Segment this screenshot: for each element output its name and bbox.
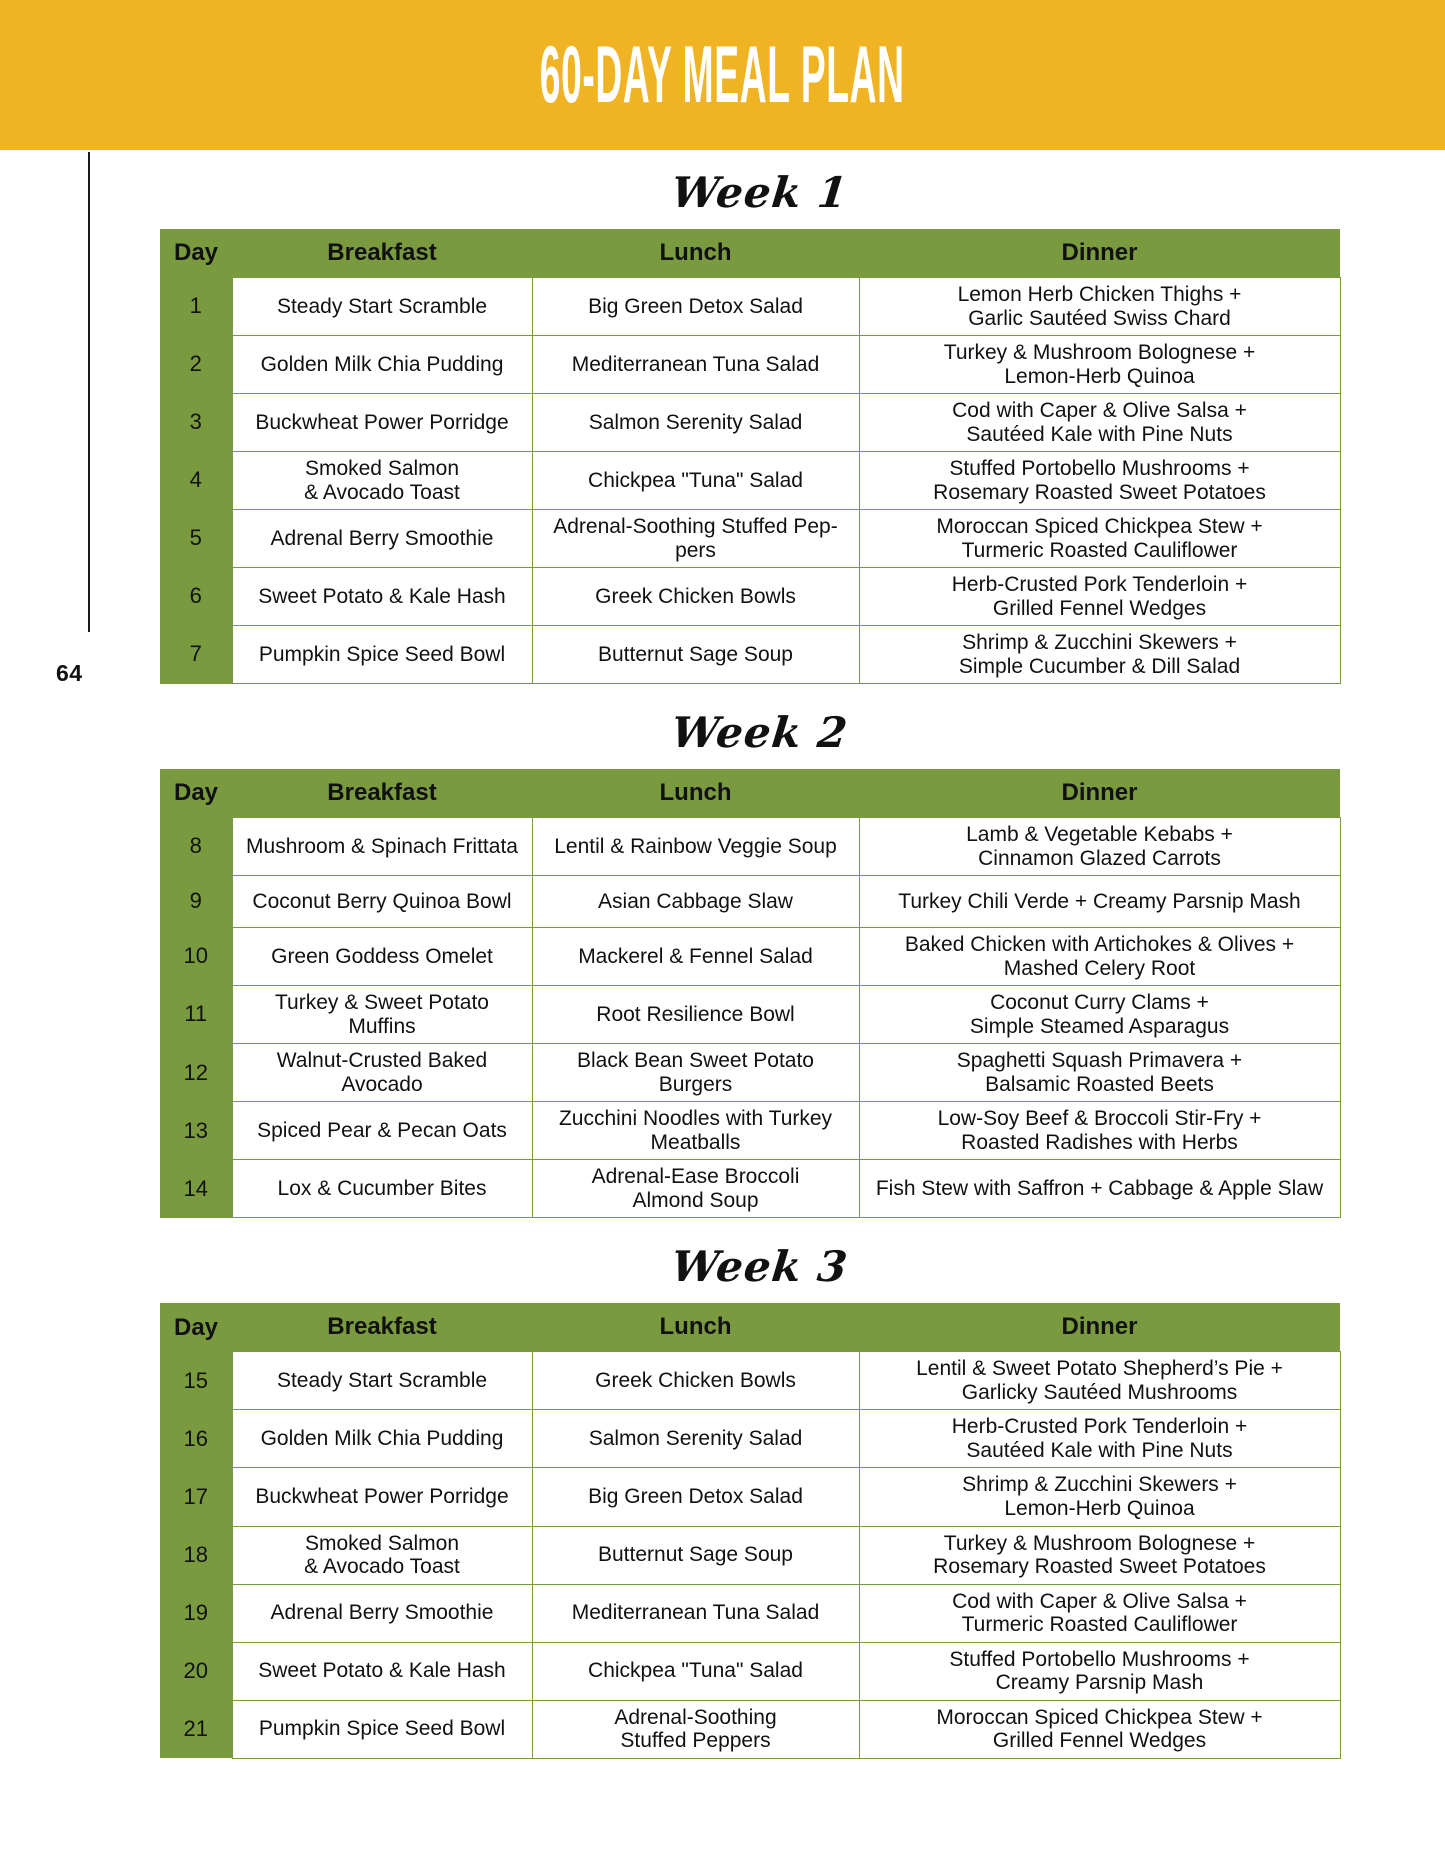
cell-line: Herb-Crusted Pork Tenderloin +: [951, 1415, 1248, 1439]
cell-line: Cod with Caper & Olive Salsa +: [952, 399, 1247, 423]
cell-line: Sweet Potato & Kale Hash: [258, 1659, 506, 1683]
lunch-cell: [532, 876, 859, 928]
day-number-cell: [160, 1410, 232, 1468]
breakfast-cell: [232, 1352, 532, 1410]
cell-line: Steady Start Scramble: [276, 294, 488, 318]
cell-line: Stuffed Peppers: [620, 1729, 771, 1753]
breakfast-cell: [232, 278, 532, 336]
lunch-cell: [532, 394, 859, 452]
day-number-cell: [160, 568, 232, 626]
cell-line: Turmeric Roasted Cauliflower: [961, 1613, 1238, 1637]
breakfast-cell: [232, 1410, 532, 1468]
cell-line: 2: [189, 351, 202, 377]
cell-line: Mediterranean Tuna Salad: [571, 1601, 820, 1625]
cell-line: Lentil & Sweet Potato Shepherd’s Pie +: [916, 1357, 1283, 1381]
breakfast-cell: [232, 1468, 532, 1526]
breakfast-cell: [232, 626, 532, 684]
cell-line: Grilled Fennel Wedges: [992, 596, 1207, 620]
day-number-cell: [160, 1044, 232, 1102]
meal-plan-content: [160, 152, 1360, 1767]
table-row: [160, 1352, 1340, 1410]
table-row: [160, 1584, 1340, 1642]
cell-line: Adrenal Berry Smoothie: [270, 1601, 494, 1625]
lunch-cell: [532, 510, 859, 568]
column-header-dinner: Dinner: [859, 769, 1340, 818]
lunch-cell: [532, 336, 859, 394]
cell-line: Chickpea "Tuna" Salad: [588, 1659, 803, 1683]
table-row: [160, 626, 1340, 684]
cell-line: Coconut Berry Quinoa Bowl: [252, 889, 512, 913]
cell-line: Roasted Radishes with Herbs: [961, 1130, 1238, 1154]
column-header-day: Day: [160, 229, 232, 278]
day-number-cell: [160, 1642, 232, 1700]
cell-line: Chickpea "Tuna" Salad: [588, 468, 803, 492]
column-header-dinner: Dinner: [859, 1303, 1340, 1352]
cell-line: & Avocado Toast: [304, 1555, 460, 1579]
cell-line: 4: [189, 467, 202, 493]
cell-line: Shrimp & Zucchini Skewers +: [962, 1473, 1237, 1497]
dinner-cell: [859, 1410, 1340, 1468]
cell-line: Garlicky Sautéed Mushrooms: [961, 1380, 1238, 1404]
cell-line: 5: [189, 525, 202, 551]
column-header-lunch: Lunch: [532, 1303, 859, 1352]
cell-line: Lemon-Herb Quinoa: [1004, 364, 1195, 388]
cell-line: Low-Soy Beef & Broccoli Stir-Fry +: [937, 1107, 1262, 1131]
table-row: [160, 1700, 1340, 1758]
day-number-cell: [160, 1584, 232, 1642]
dinner-cell: [859, 1352, 1340, 1410]
table-row: [160, 1160, 1340, 1218]
cell-line: Stuffed Portobello Mushrooms +: [949, 1647, 1250, 1671]
table-row: [160, 394, 1340, 452]
cell-line: Rosemary Roasted Sweet Potatoes: [933, 480, 1266, 504]
cell-line: Baked Chicken with Artichokes & Olives +: [904, 933, 1295, 957]
cell-line: Lemon-Herb Quinoa: [1004, 1496, 1195, 1520]
dinner-cell: [859, 510, 1340, 568]
breakfast-cell: [232, 928, 532, 986]
dinner-cell: [859, 1468, 1340, 1526]
breakfast-cell: [232, 986, 532, 1044]
cell-line: 18: [183, 1541, 208, 1567]
cell-line: Muffins: [348, 1014, 416, 1038]
cell-line: Rosemary Roasted Sweet Potatoes: [933, 1555, 1266, 1579]
meal-plan-table: [160, 229, 1341, 684]
day-number-cell: [160, 394, 232, 452]
lunch-cell: [532, 626, 859, 684]
table-row: [160, 336, 1340, 394]
table-row: [160, 876, 1340, 928]
table-row: [160, 818, 1340, 876]
week-block: [160, 1226, 1360, 1758]
breakfast-cell: [232, 1160, 532, 1218]
cell-line: Fish Stew with Saffron + Cabbage & Apple Slaw: [875, 1177, 1324, 1201]
cell-line: Mackerel & Fennel Salad: [578, 945, 813, 968]
column-header-lunch: Lunch: [532, 229, 859, 278]
day-number-cell: [160, 928, 232, 986]
table-row: [160, 1044, 1340, 1102]
cell-line: Smoked Salmon: [304, 1531, 460, 1555]
column-header-breakfast: Breakfast: [232, 769, 532, 818]
cell-line: Mashed Celery Root: [1003, 956, 1196, 980]
breakfast-cell: [232, 568, 532, 626]
dinner-cell: [859, 818, 1340, 876]
lunch-cell: [532, 1410, 859, 1468]
cell-line: Adrenal-Soothing Stuffed Pep-: [553, 515, 838, 539]
cell-line: 10: [183, 943, 208, 969]
cell-line: 8: [189, 833, 202, 859]
column-header-lunch: Lunch: [532, 769, 859, 818]
day-number-cell: [160, 336, 232, 394]
page-number: 64: [56, 660, 83, 686]
day-number-cell: [160, 1526, 232, 1584]
table-row: [160, 568, 1340, 626]
breakfast-cell: [232, 510, 532, 568]
table-row: [160, 1642, 1340, 1700]
dinner-cell: [859, 1102, 1340, 1160]
table-row: [160, 1410, 1340, 1468]
cell-line: Avocado: [341, 1072, 423, 1096]
cell-line: 14: [183, 1175, 208, 1201]
cell-line: 3: [189, 409, 202, 435]
cell-line: 21: [183, 1715, 208, 1741]
cell-line: Walnut-Crusted Baked: [276, 1049, 488, 1073]
cell-line: Stuffed Portobello Mushrooms +: [949, 457, 1250, 481]
cell-line: Greek Chicken Bowls: [595, 584, 796, 608]
cell-line: Simple Steamed Asparagus: [969, 1014, 1230, 1038]
cell-line: Turkey & Mushroom Bolognese +: [943, 1531, 1256, 1555]
cell-line: Pumpkin Spice Seed Bowl: [258, 642, 506, 666]
cell-line: Adrenal-Soothing: [614, 1705, 777, 1729]
weeks-container: [160, 152, 1360, 1759]
cell-line: Root Resilience Bowl: [596, 1003, 795, 1027]
cell-line: Mediterranean Tuna Salad: [571, 352, 820, 376]
breakfast-cell: [232, 1700, 532, 1758]
cell-line: 6: [189, 583, 202, 609]
cell-line: Buckwheat Power Porridge: [255, 410, 509, 434]
cell-line: Asian Cabbage Slaw: [598, 889, 793, 913]
day-number-cell: [160, 1352, 232, 1410]
day-number-cell: [160, 986, 232, 1044]
lunch-cell: [532, 1584, 859, 1642]
cell-line: Mushroom & Spinach Frittata: [246, 834, 518, 858]
cell-line: pers: [675, 538, 716, 562]
cell-line: Cinnamon Glazed Carrots: [978, 846, 1221, 870]
meal-plan-table: [160, 769, 1341, 1218]
cell-line: 19: [183, 1599, 208, 1625]
cell-line: Moroccan Spiced Chickpea Stew +: [936, 1705, 1263, 1729]
week-heading: Week 1: [669, 168, 851, 217]
cell-line: 15: [183, 1367, 208, 1393]
cell-line: 11: [184, 1001, 208, 1027]
cell-line: 9: [189, 888, 202, 914]
lunch-cell: [532, 278, 859, 336]
cell-line: Adrenal-Ease Broccoli: [591, 1165, 800, 1189]
dinner-cell: [859, 1044, 1340, 1102]
cell-line: Lentil & Rainbow Veggie Soup: [554, 834, 837, 858]
cell-line: 1: [189, 293, 202, 319]
week-block: [160, 692, 1360, 1218]
table-row: [160, 510, 1340, 568]
cell-line: 12: [183, 1059, 208, 1085]
table-row: [160, 1526, 1340, 1584]
cell-line: Turkey Chili Verde + Creamy Parsnip Mash: [898, 889, 1301, 913]
lunch-cell: [532, 986, 859, 1044]
lunch-cell: [532, 568, 859, 626]
cell-line: Smoked Salmon: [304, 457, 460, 481]
table-header-row: [160, 1303, 1340, 1352]
day-number-cell: [160, 1102, 232, 1160]
cell-line: Spiced Pear & Pecan Oats: [257, 1119, 507, 1143]
day-number-cell: [160, 1160, 232, 1218]
cell-line: 17: [183, 1483, 208, 1509]
cell-line: Almond Soup: [632, 1188, 759, 1212]
lunch-cell: [532, 818, 859, 876]
breakfast-cell: [232, 1102, 532, 1160]
column-header-dinner: Dinner: [859, 229, 1340, 278]
column-header-breakfast: Breakfast: [232, 1303, 532, 1352]
cell-line: Garlic Sautéed Swiss Chard: [968, 306, 1231, 330]
cell-line: Sweet Potato & Kale Hash: [258, 584, 506, 608]
breakfast-cell: [232, 394, 532, 452]
lunch-cell: [532, 928, 859, 986]
dinner-cell: [859, 876, 1340, 928]
dinner-cell: [859, 626, 1340, 684]
table-header-row: [160, 769, 1340, 818]
breakfast-cell: [232, 1584, 532, 1642]
dinner-cell: [859, 1642, 1340, 1700]
breakfast-cell: [232, 452, 532, 510]
cell-line: Cod with Caper & Olive Salsa +: [952, 1589, 1247, 1613]
cell-line: Sautéed Kale with Pine Nuts: [966, 1438, 1233, 1462]
day-number-cell: [160, 876, 232, 928]
cell-line: 16: [183, 1425, 208, 1451]
cell-line: Turkey & Sweet Potato: [275, 991, 489, 1015]
lunch-cell: [532, 1642, 859, 1700]
cell-line: Turkey & Mushroom Bolognese +: [943, 341, 1256, 365]
cell-line: Golden Milk Chia Pudding: [260, 1427, 504, 1451]
lunch-cell: [532, 1468, 859, 1526]
cell-line: Lemon Herb Chicken Thighs +: [957, 283, 1242, 306]
dinner-cell: [859, 1584, 1340, 1642]
page-title: 60-DAY MEAL PLAN: [540, 29, 905, 120]
breakfast-cell: [232, 1044, 532, 1102]
dinner-cell: [859, 1700, 1340, 1758]
table-row: [160, 928, 1340, 986]
cell-line: Moroccan Spiced Chickpea Stew +: [936, 515, 1263, 539]
cell-line: Lox & Cucumber Bites: [277, 1177, 487, 1201]
cell-line: Simple Cucumber & Dill Salad: [958, 654, 1241, 678]
cell-line: Herb-Crusted Pork Tenderloin +: [951, 573, 1248, 597]
cell-line: Pumpkin Spice Seed Bowl: [258, 1717, 506, 1741]
cell-line: Shrimp & Zucchini Skewers +: [962, 631, 1237, 655]
dinner-cell: [859, 1526, 1340, 1584]
cell-line: Butternut Sage Soup: [598, 642, 793, 666]
table-row: [160, 986, 1340, 1044]
lunch-cell: [532, 1160, 859, 1218]
cell-line: 7: [189, 641, 202, 667]
dinner-cell: [859, 394, 1340, 452]
cell-line: Greek Chicken Bowls: [595, 1369, 796, 1393]
lunch-cell: [532, 452, 859, 510]
cell-line: Golden Milk Chia Pudding: [260, 352, 504, 376]
left-margin-rule: [88, 152, 90, 632]
cell-line: Creamy Parsnip Mash: [995, 1671, 1204, 1695]
cell-line: Salmon Serenity Salad: [588, 1427, 803, 1451]
cell-line: Coconut Curry Clams +: [990, 991, 1209, 1015]
cell-line: Sautéed Kale with Pine Nuts: [966, 422, 1233, 446]
cell-line: Black Bean Sweet Potato Burgers: [577, 1049, 814, 1096]
breakfast-cell: [232, 818, 532, 876]
cell-line: Turmeric Roasted Cauliflower: [961, 538, 1238, 562]
dinner-cell: [859, 1160, 1340, 1218]
cell-line: Lamb & Vegetable Kebabs +: [966, 823, 1233, 847]
cell-line: Big Green Detox Salad: [588, 1485, 803, 1509]
week-block: [160, 152, 1360, 684]
cell-line: Big Green Detox Salad: [588, 294, 803, 318]
cell-line: Steady Start Scramble: [276, 1369, 488, 1393]
day-number-cell: [160, 818, 232, 876]
week-heading: Week 3: [669, 1242, 851, 1292]
lunch-cell: [532, 1044, 859, 1102]
day-number-cell: [160, 626, 232, 684]
cell-line: Balsamic Roasted Beets: [985, 1072, 1214, 1096]
breakfast-cell: [232, 1642, 532, 1700]
page-header-banner: [0, 0, 1445, 150]
column-header-breakfast: Breakfast: [232, 229, 532, 278]
dinner-cell: [859, 278, 1340, 336]
week-heading: Week 2: [669, 708, 851, 758]
dinner-cell: [859, 928, 1340, 986]
dinner-cell: [859, 568, 1340, 626]
day-number-cell: [160, 1700, 232, 1758]
day-number-cell: [160, 452, 232, 510]
column-header-day: Day: [160, 1303, 232, 1352]
lunch-cell: [532, 1352, 859, 1410]
cell-line: Zucchini Noodles with Turkey: [558, 1107, 833, 1131]
cell-line: Spaghetti Squash Primavera +: [956, 1049, 1243, 1073]
column-header-day: Day: [160, 769, 232, 818]
breakfast-cell: [232, 1526, 532, 1584]
cell-line: Meatballs: [650, 1130, 741, 1154]
breakfast-cell: [232, 876, 532, 928]
day-number-cell: [160, 278, 232, 336]
cell-line: Adrenal Berry Smoothie: [270, 526, 494, 550]
meal-plan-table: [160, 1303, 1341, 1758]
cell-line: Salmon Serenity Salad: [588, 410, 803, 434]
breakfast-cell: [232, 336, 532, 394]
dinner-cell: [859, 452, 1340, 510]
cell-line: Green Goddess Omelet: [271, 945, 493, 968]
table-row: [160, 278, 1340, 336]
table-row: [160, 452, 1340, 510]
table-row: [160, 1102, 1340, 1160]
cell-line: Grilled Fennel Wedges: [992, 1729, 1207, 1753]
table-header-row: [160, 229, 1340, 278]
lunch-cell: [532, 1102, 859, 1160]
cell-line: 20: [183, 1657, 208, 1683]
lunch-cell: [532, 1526, 859, 1584]
cell-line: Butternut Sage Soup: [598, 1543, 793, 1567]
day-number-cell: [160, 1468, 232, 1526]
table-row: [160, 1468, 1340, 1526]
cell-line: Buckwheat Power Porridge: [255, 1485, 509, 1509]
day-number-cell: [160, 510, 232, 568]
dinner-cell: [859, 986, 1340, 1044]
lunch-cell: [532, 1700, 859, 1758]
cell-line: 13: [183, 1117, 208, 1143]
cell-line: & Avocado Toast: [304, 480, 460, 504]
dinner-cell: [859, 336, 1340, 394]
